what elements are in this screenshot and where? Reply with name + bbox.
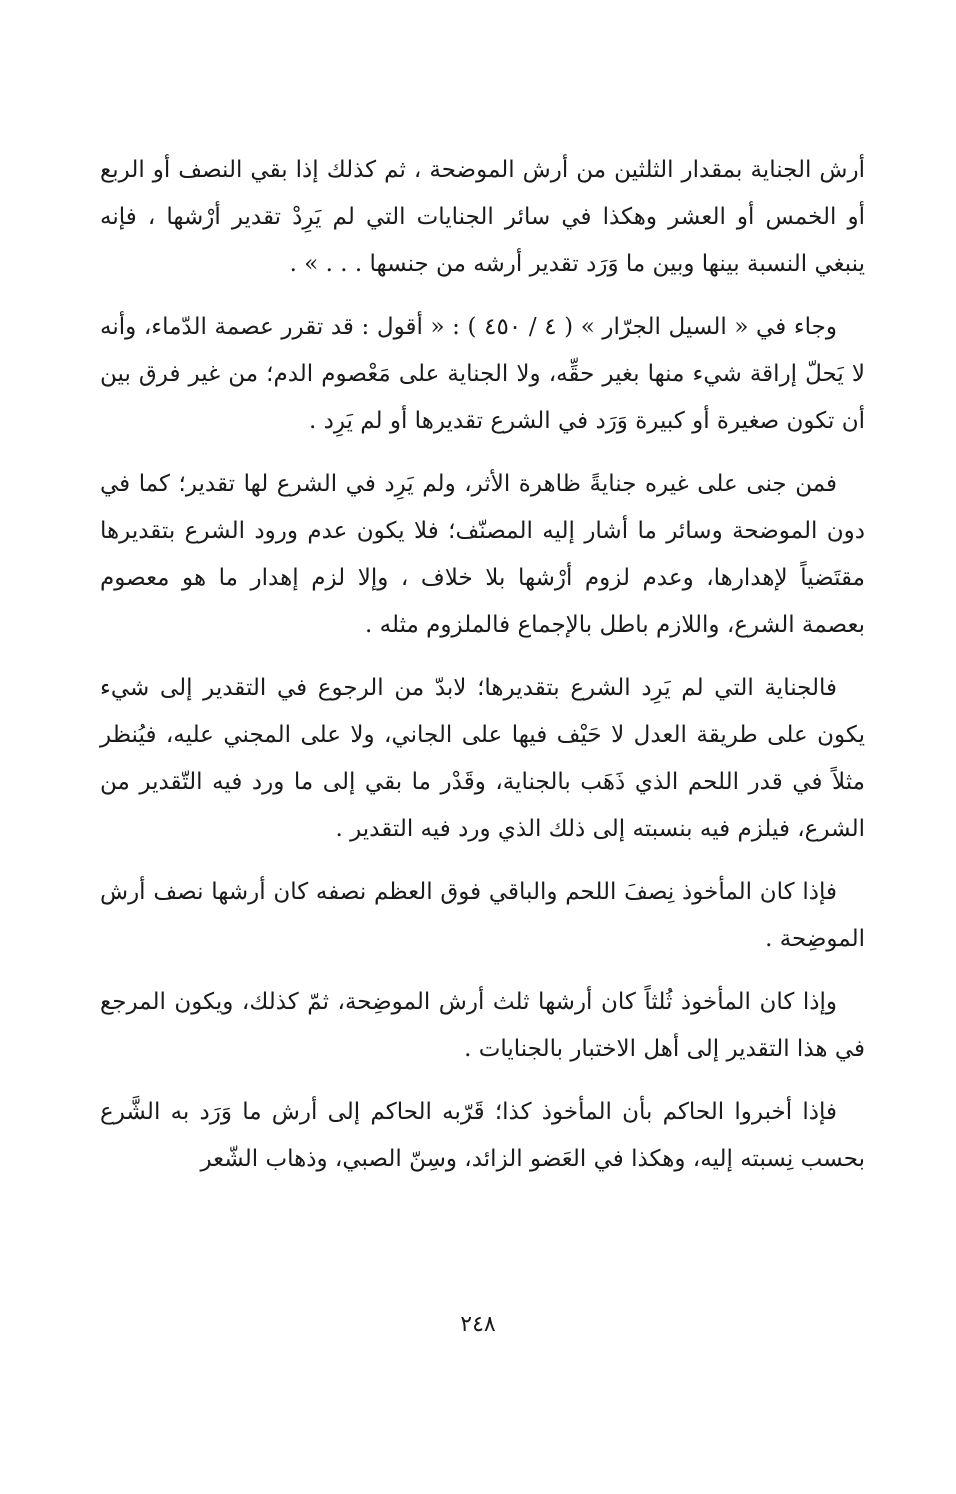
paragraph: فإذا أخبروا الحاكم بأن المأخوذ كذا؛ قَرّبه الحاكم إلى أرش ما وَرَد به الشَّرع بحسب نِسبته إليه، وهكذا في العَضو الزائد، وسِنّ الصبي، وذهاب الشّعر	[100, 1099, 865, 1172]
paragraph: فإذا كان المأخوذ نِصفَ اللحم والباقي فوق العظم نصفه كان أرشها نصف أرش الموضِحة .	[100, 879, 865, 952]
page-number: ٢٤٨	[460, 1312, 496, 1337]
paragraph: فمن جنى على غيره جنايةً ظاهرة الأثر، ولم يَرِد في الشرع لها تقدير؛ كما في دون الموضحة وسائر ما أشار إليه المصنّف؛ فلا يكون عدم ورود الشرع بتقديرها مقتَضياً لإهدارها، وعدم لزوم أرْشها بلا خلاف ، وإلا لزم إهدار ما هو معصوم بعصمة الشرع، واللازم باطل بالإجماع فالملزوم مثله .	[100, 471, 865, 638]
paragraph: وإذا كان المأخوذ ثُلثاً كان أرشها ثلث أرش الموضِحة، ثمّ كذلك، ويكون المرجع في هذا التقدير إلى أهل الاختبار بالجنايات .	[100, 989, 865, 1062]
body-text	[100, 147, 865, 1199]
paragraph: فالجناية التي لم يَرِد الشرع بتقديرها؛ لابدّ من الرجوع في التقدير إلى شيء يكون على طريقة العدل لا حَيْف فيها على الجاني، ولا على المجني عليه، فيُنظر مثلاً في قدر اللحم الذي ذَهَب بالجناية، وقَدْر ما بقي إلى ما ورد فيه التّقدير من الشرع، فيلزم فيه بنسبته إلى ذلك الذي ورد فيه التقدير .	[100, 675, 865, 842]
paragraph: وجاء في « السيل الجرّار » ( ٤ / ٤٥٠ ) : « أقول : قد تقرر عصمة الدّماء، وأنه لا يَحلّ إراقة شيء منها بغير حقِّه، ولا الجناية على مَعْصوم الدم؛ من غير فرق بين أن تكون صغيرة أو كبيرة وَرَد في الشرع تقديرها أو لم يَرِد .	[100, 314, 865, 434]
paragraph: أرش الجناية بمقدار الثلثين من أرش الموضحة ، ثم كذلك إذا بقي النصف أو الربع أو الخمس أو العشر وهكذا في سائر الجنايات التي لم يَرِدْ تقدير أرْشها ، فإنه ينبغي النسبة بينها وبين ما وَرَد تقدير أرشه من جنسها . . . » .	[100, 157, 865, 277]
